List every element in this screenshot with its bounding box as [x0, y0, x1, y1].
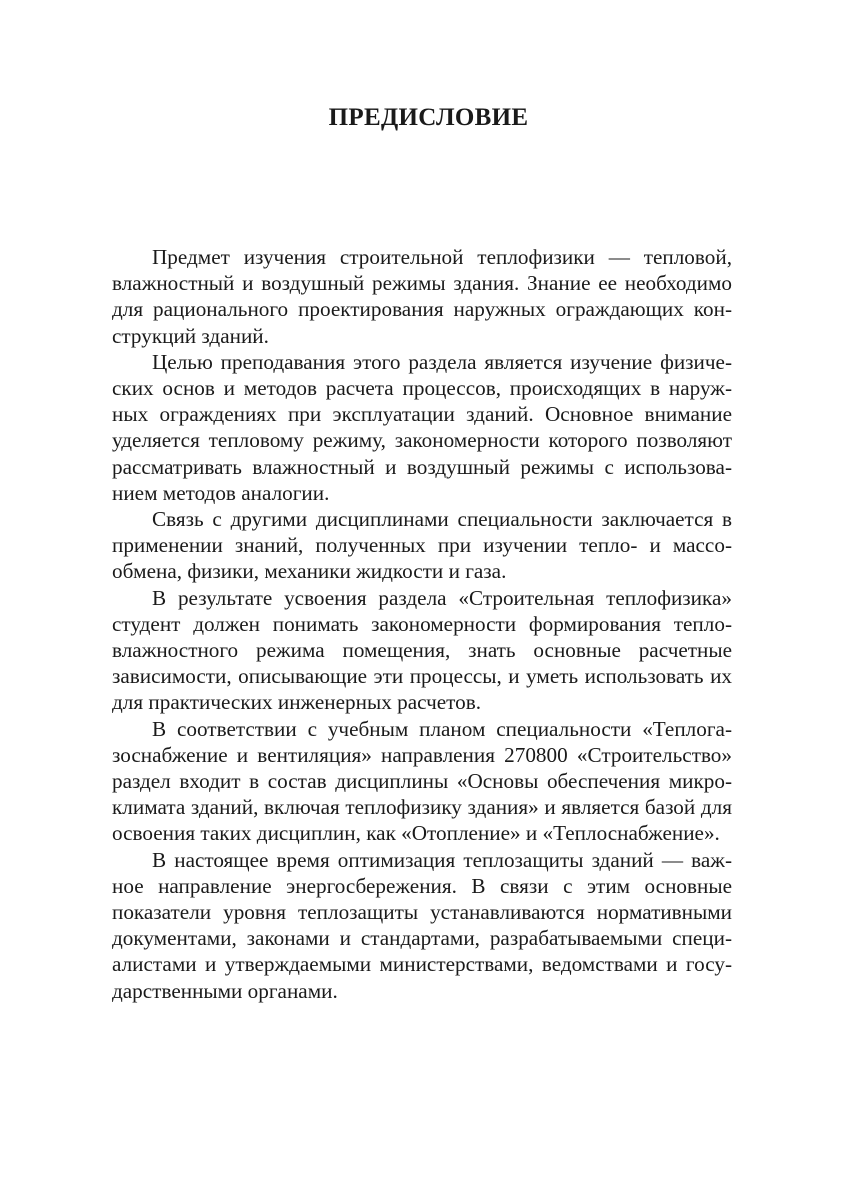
- paragraph-6: В настоящее время оптимизация теплозащиты зданий — важное направление энергосбережения. В связи с этим основные показатели уровня теплозащиты устанавливаются нормативными документами, законами и стандартами, разрабатываемыми специалистами и утверждаемыми министерствами, ведомствами и государственными органами.: [112, 847, 732, 1003]
- paragraph-2: Целью преподавания этого раздела является изучение физических основ и методов расчета процессов, происходящих в наружных ограждениях при эксплуатации зданий. Основное внимание уделяется тепловому режиму, закономерности которого позволяют рассматривать влажностный и воздушный режимы с использованием методов аналогии.: [112, 349, 732, 505]
- paragraph-4: В результате усвоения раздела «Строительная теплофизика» студент должен понимать закономерности формирования тепловлажностного режима помещения, знать основные расчетные зависимости, описывающие эти процессы, и уметь использовать их для практических инженерных расчетов.: [112, 585, 732, 715]
- paragraph-5: В соответствии с учебным планом специальности «Теплогазоснабжение и вентиляция» направления 270800 «Строительство» раздел входит в состав дисциплины «Основы обеспечения микроклимата зданий, включая теплофизику здания» и является базой для освоения таких дисциплин, как «Отопление» и «Теплоснабжение».: [112, 716, 732, 846]
- page-title: ПРЕДИСЛОВИЕ: [328, 104, 529, 131]
- body-text: [112, 244, 732, 1004]
- paragraph-1: Предмет изучения строительной теплофизики — тепловой, влажностный и воздушный режимы здания. Знание ее необходимо для рационального проектирования наружных ограждающих конструкций зданий.: [112, 245, 732, 348]
- paragraph-3: Связь с другими дисциплинами специальности заключается в применении знаний, полученных при изучении тепло- и массообмена, физики, механики жидкости и газа.: [112, 507, 732, 584]
